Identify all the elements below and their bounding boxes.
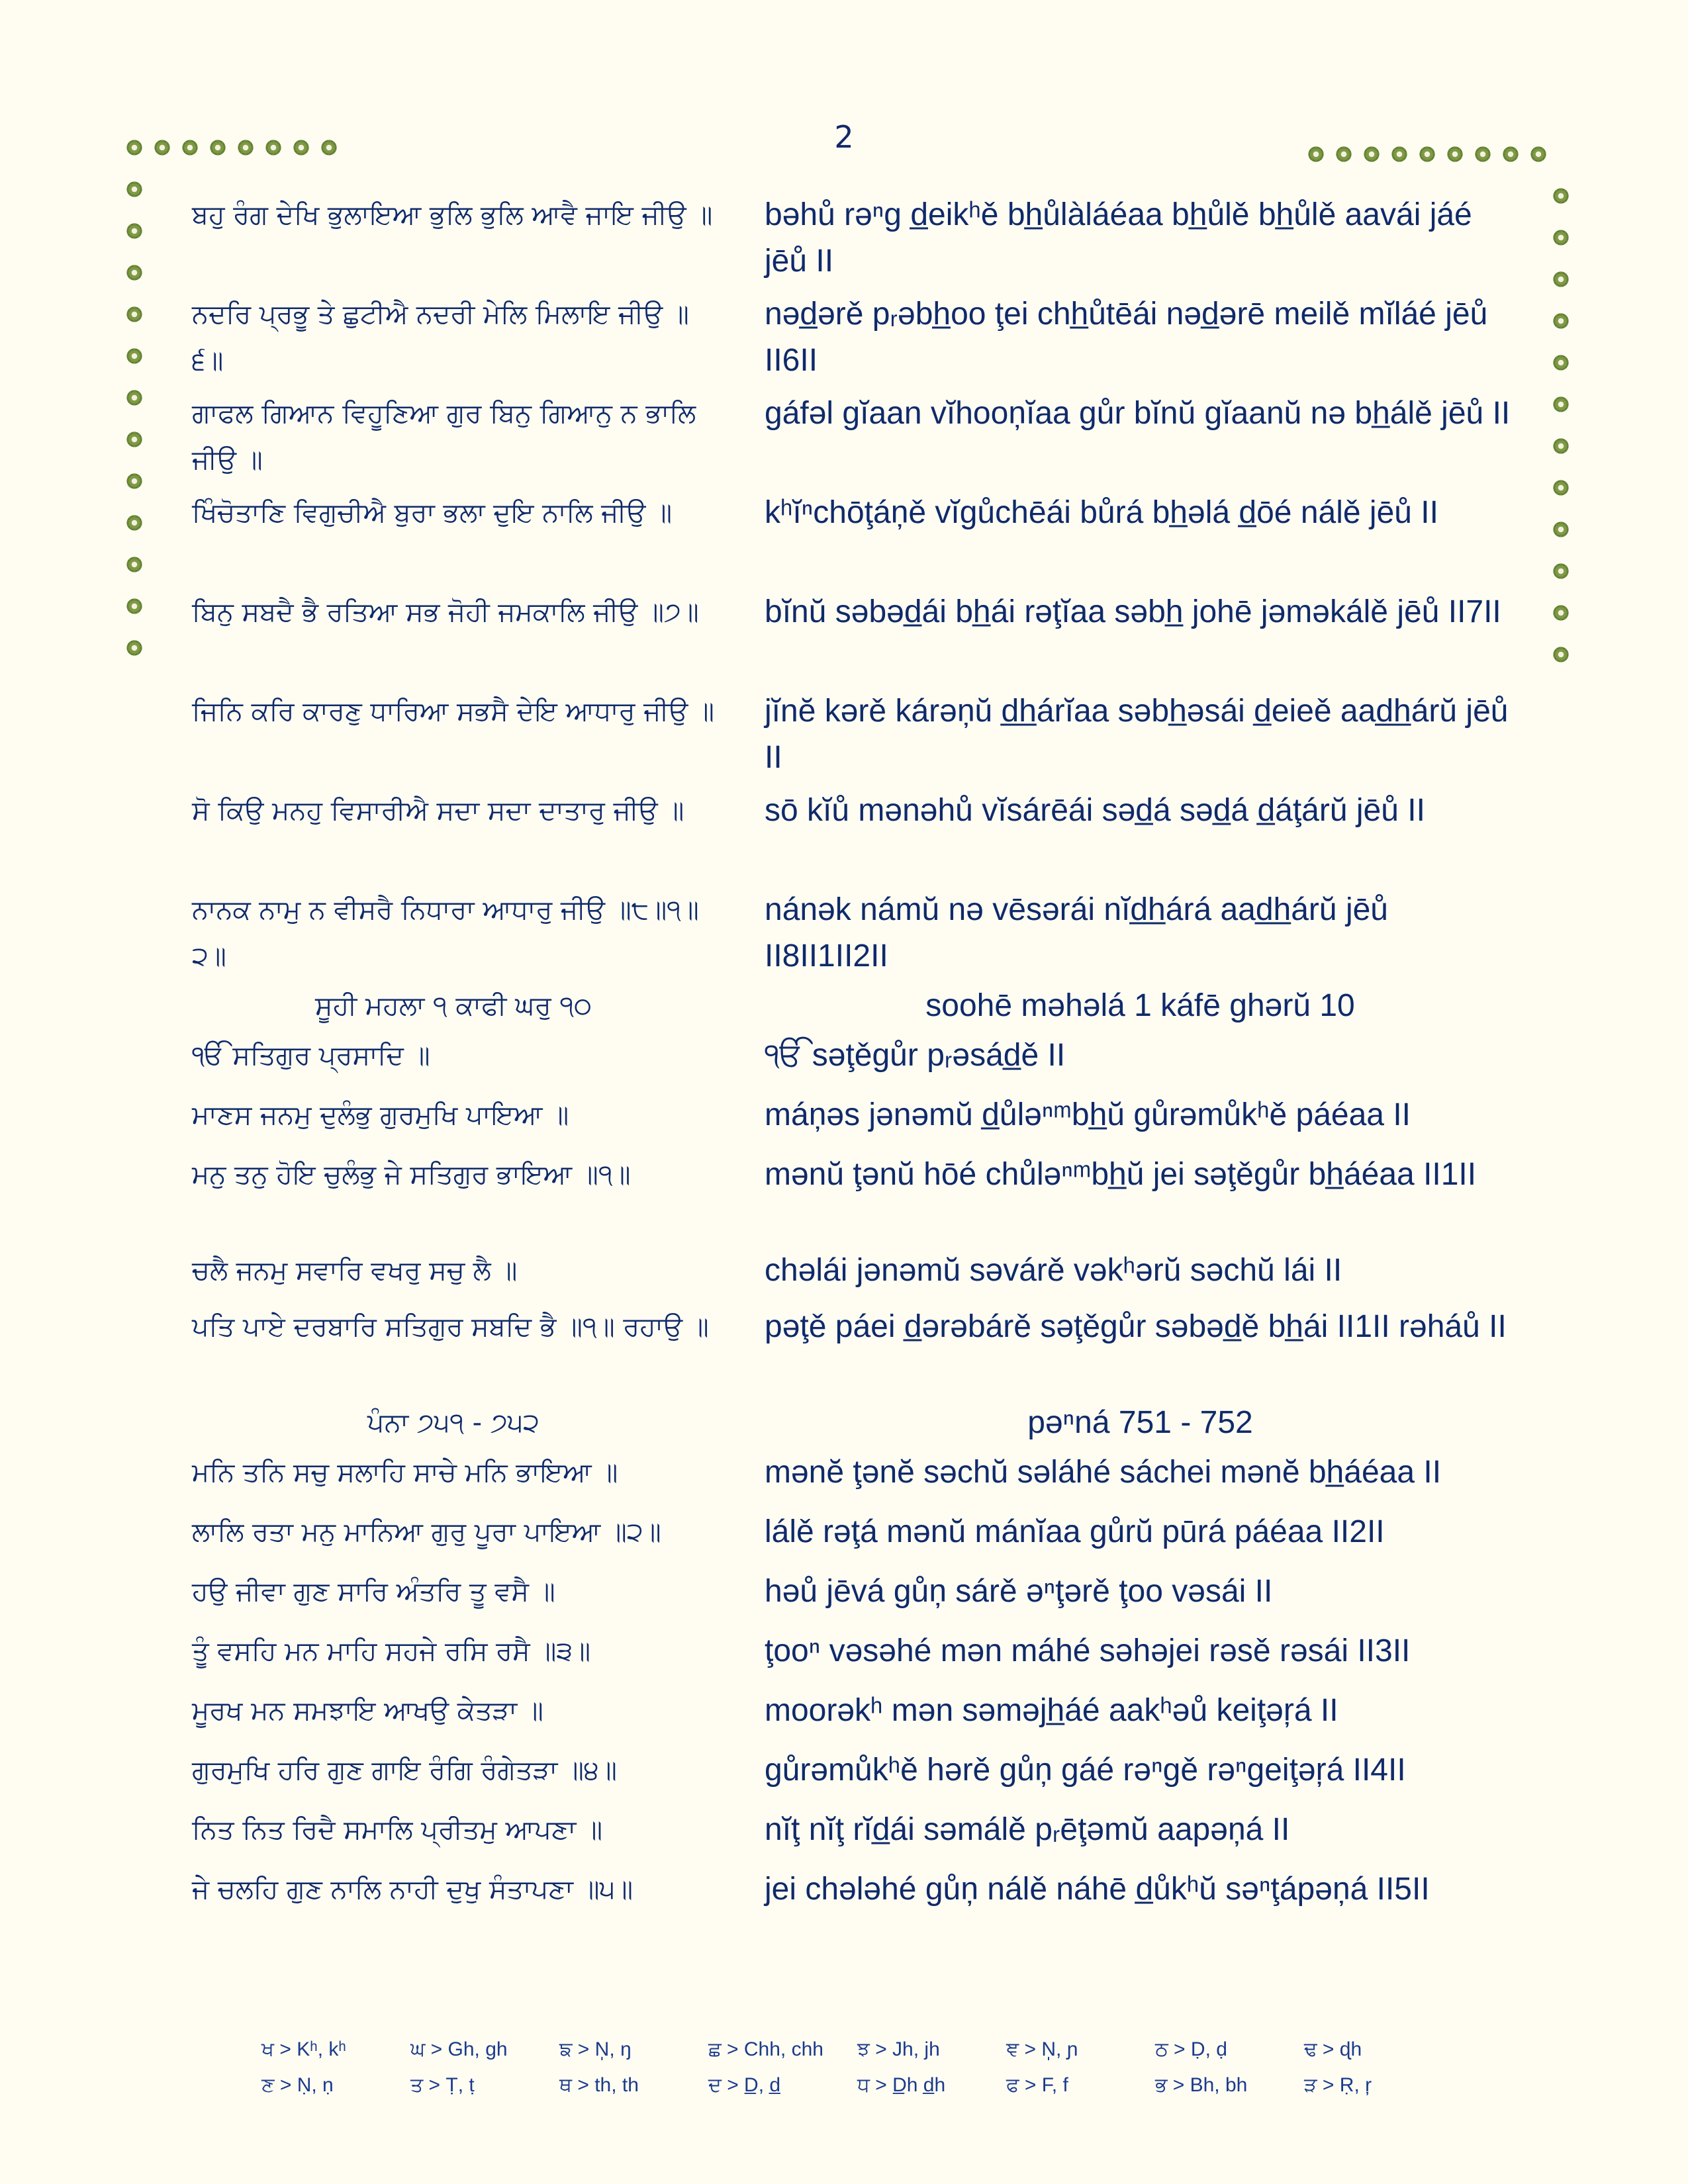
legend-item: ਤ > Ṭ, ṭ <box>410 2074 475 2096</box>
gurmukhi-line: ਖਿੰਚੋਤਾਣਿ ਵਿਗੁਚੀਐ ਬੁਰਾ ਭਲਾ ਦੁਇ ਨਾਲਿ ਜੀਉ ॥ <box>192 498 673 528</box>
transliteration-legend <box>261 2038 1453 2110</box>
flower-ornament <box>1552 229 1570 246</box>
mool-row <box>192 1032 1523 1092</box>
flower-ornament <box>293 139 310 156</box>
flower-ornament <box>320 139 338 156</box>
legend-item: ੜ > Ṛ, ŗ <box>1304 2074 1372 2096</box>
gurmukhi-line: ਨਦਰਿ ਪ੍ਰਭੂ ਤੇ ਛੁਟੀਐ ਨਦਰੀ ਮੇਲਿ ਮਿਲਾਇ ਜੀਉ ॥੬॥ <box>192 299 689 376</box>
flower-ornament <box>126 598 143 615</box>
verse-block-1 <box>192 192 1523 983</box>
flower-ornament <box>126 473 143 490</box>
legend-item: ਖ > Kʰ, kʰ <box>261 2038 346 2060</box>
legend-row <box>261 2074 1453 2110</box>
legend-row <box>261 2038 1453 2074</box>
legend-item: ਫ > F, f <box>1006 2074 1068 2096</box>
flower-ornament <box>1419 146 1436 163</box>
flower-ornament <box>126 306 143 323</box>
flower-ornament <box>126 264 143 281</box>
flower-ornament <box>1474 146 1491 163</box>
verse-row <box>192 490 1523 589</box>
flower-ornament <box>1552 479 1570 496</box>
verse-block-3 <box>192 1449 1523 1926</box>
gurmukhi-line: ਨਿਤ ਨਿਤ ਰਿਦੈ ਸਮਾਲਿ ਪ੍ਰੀਤਮੁ ਆਪਣਾ ॥ <box>192 1815 603 1845</box>
roman-line: ţooⁿ vəsəhé mən máhé səhəjei rəsě rəsái II3II <box>765 1633 1411 1668</box>
mool-roman: ੴ səţěgůr pᵣəsád̲ě II <box>765 1038 1066 1073</box>
flower-ornament <box>1446 146 1464 163</box>
flower-ornament <box>126 514 143 531</box>
legend-item: ਠ > Ḍ, ḍ <box>1155 2038 1227 2060</box>
flower-ornament <box>126 389 143 406</box>
verse-row <box>192 1449 1523 1509</box>
gurmukhi-line: ਗਾਫਲ ਗਿਆਨ ਵਿਹੂਣਿਆ ਗੁਰ ਬਿਨੁ ਗਿਆਨੁ ਨ ਭਾਲਿ ਜੀਉ ॥ <box>192 398 696 475</box>
flower-ornament <box>209 139 226 156</box>
verse-row <box>192 788 1523 887</box>
roman-line: gůrəmůkʰě hərě gůņ gáé rəⁿgě rəⁿgeiţəŗá II4II <box>765 1752 1406 1788</box>
verse-row <box>192 192 1523 291</box>
flower-ornament <box>181 139 199 156</box>
verse-row <box>192 887 1523 983</box>
legend-item: ਘ > Gh, gh <box>410 2038 508 2060</box>
legend-item: ਧ > D̲h d̲h <box>857 2074 946 2096</box>
gurmukhi-line: ਨਾਨਕ ਨਾਮੁ ਨ ਵੀਸਰੈ ਨਿਧਾਰਾ ਆਧਾਰੁ ਜੀਉ ॥੮॥੧॥੨॥ <box>192 895 699 972</box>
verse-row <box>192 1628 1523 1688</box>
verse-row <box>192 1509 1523 1569</box>
flower-ornament <box>1552 354 1570 371</box>
flower-ornament <box>126 139 143 156</box>
verse-row <box>192 1092 1523 1152</box>
flower-ornament <box>126 181 143 198</box>
roman-line: kʰĭⁿchōţáņě vĭgůchēái bůrá bh̲əlá d̲ōé nálě jēů II <box>765 495 1438 530</box>
legend-item: ਝ > Jh, jh <box>857 2038 940 2060</box>
roman-line: bĭnŭ səbəd̲ái bh̲ái rəţĭaa səbh̲ johē jəməkálě jēů II7II <box>765 594 1501 629</box>
legend-item: ਞ > N̩, ɲ <box>1006 2038 1078 2060</box>
roman-line: máņəs jənəmŭ d̲ůləⁿᵐbh̲ŭ gůrəmůkʰě páéaa II <box>765 1097 1411 1132</box>
roman-line: mənŭ ţənŭ hōé chůləⁿᵐbh̲ŭ jei səţěgůr bh̲áéaa II1II <box>765 1157 1477 1192</box>
gurmukhi-line: ਲਾਲਿ ਰਤਾ ਮਨੁ ਮਾਨਿਆ ਗੁਰੁ ਪੂਰਾ ਪਾਇਆ ॥੨॥ <box>192 1517 661 1547</box>
verse-row <box>192 1747 1523 1807</box>
roman-line: nánək námŭ nə vēsərái nĭd̲h̲árá aad̲h̲árŭ jēů II8II1II2II <box>765 892 1388 974</box>
flower-ornament <box>1552 396 1570 413</box>
flower-ornament <box>126 639 143 657</box>
flower-ornament <box>1552 187 1570 205</box>
heading-row <box>192 983 1523 1032</box>
roman-line: nəd̲ərě pᵣəbh̲oo ţei chh̲ůtēái nəd̲ərē meilě mĭláé jēů II6II <box>765 296 1488 378</box>
flower-ornament <box>1552 271 1570 288</box>
legend-item: ਭ > Bh, bh <box>1155 2074 1248 2096</box>
roman-line: sō kĭů mənəhů vĭsárēái səd̲á səd̲á d̲áţárŭ jēů II <box>765 793 1425 828</box>
flower-ornament <box>1552 312 1570 330</box>
flower-ornament <box>237 139 254 156</box>
gurmukhi-line: ਸੋ ਕਿਉ ਮਨਹੁ ਵਿਸਾਰੀਐ ਸਦਾ ਸਦਾ ਦਾਤਾਰੁ ਜੀਉ ॥ <box>192 796 684 826</box>
flower-ornament <box>1363 146 1380 163</box>
gurmukhi-line: ਬਹੁ ਰੰਗ ਦੇਖਿ ਭੁਲਾਇਆ ਭੁਲਿ ਭੁਲਿ ਆਵੈ ਜਾਇ ਜੀਉ ॥ <box>192 200 713 230</box>
gurmukhi-line: ਬਿਨੁ ਸਬਦੈ ਭੈ ਰਤਿਆ ਸਭ ਜੋਹੀ ਜਮਕਾਲਿ ਜੀਉ ॥੭॥ <box>192 597 699 627</box>
legend-item: ਥ > th, th <box>559 2074 639 2096</box>
flower-ornament <box>1552 437 1570 455</box>
flower-ornament <box>126 556 143 573</box>
roman-line: moorəkʰ mən səməjh̲áé aakʰəů keiţəŗá II <box>765 1693 1338 1728</box>
gurmukhi-line: ਜੇ ਚਲਹਿ ਗੁਣ ਨਾਲਿ ਨਾਹੀ ਦੁਖੁ ਸੰਤਾਪਣਾ ॥੫॥ <box>192 1874 633 1905</box>
flower-ornament <box>1530 146 1547 163</box>
verse-row <box>192 1866 1523 1926</box>
roman-line: gáfəl gĭaan vĭhooņĭaa gůr bĭnŭ gĭaanŭ nə bh̲álě jēů II <box>765 396 1511 431</box>
legend-item: ਢ > ɖh <box>1304 2038 1362 2060</box>
verse-row <box>192 1807 1523 1866</box>
gurmukhi-line: ਜਿਨਿ ਕਰਿ ਕਾਰਣੁ ਧਾਰਿਆ ਸਭਸੈ ਦੇਇ ਆਧਾਰੁ ਜੀਉ ॥ <box>192 696 714 727</box>
legend-item: ਛ > Chh, chh <box>708 2038 823 2060</box>
roman-line: nĭţ nĭţ rĭd̲ái səmálě pᵣēţəmŭ aapəņá II <box>765 1812 1290 1847</box>
flower-ornament <box>1552 646 1570 663</box>
gurmukhi-line: ਮਨੁ ਤਨੁ ਹੋਇ ਚੁਲੰਭੁ ਜੇ ਸਤਿਗੁਰ ਭਾਇਆ ॥੧॥ <box>192 1160 631 1190</box>
flower-ornament <box>154 139 171 156</box>
heading-gurmukhi: ਸੂਹੀ ਮਹਲਾ ੧ ਕਾਫੀ ਘਰੁ ੧੦ <box>315 991 592 1021</box>
roman-line: chəlái jənəmŭ səvárě vəkʰərŭ səchŭ lái II <box>765 1253 1342 1288</box>
verse-row <box>192 1569 1523 1628</box>
gurmukhi-line: ਗੁਰਮੁਖਿ ਹਰਿ ਗੁਣ ਗਾਇ ਰੰਗਿ ਰੰਗੇਤੜਾ ॥੪॥ <box>192 1755 617 1786</box>
roman-line: lálě rəţá mənŭ mánĭaa gůrŭ pūrá páéaa II2II <box>765 1514 1385 1549</box>
legend-item: ਣ > Ṇ, ṇ <box>261 2074 334 2096</box>
flower-ornament <box>1552 521 1570 538</box>
roman-line: jĭnĕ kərě kárəņŭ d̲h̲árĭaa səbh̲əsái d̲eieě aad̲h̲árŭ jēů II <box>765 694 1509 775</box>
page-ref-roman: pəⁿná 751 - 752 <box>1027 1405 1253 1440</box>
legend-item: ਙ > N̩, ŋ <box>559 2038 632 2060</box>
gurmukhi-line: ਪਤਿ ਪਾਏ ਦਰਬਾਰਿ ਸਤਿਗੁਰ ਸਬਦਿ ਭੈ ॥੧॥ ਰਹਾਉ ॥ <box>192 1312 709 1342</box>
verse-row <box>192 390 1523 490</box>
flower-ornament <box>1552 604 1570 621</box>
flower-ornament <box>126 222 143 240</box>
verse-row <box>192 589 1523 688</box>
verse-row <box>192 1688 1523 1747</box>
heading-roman: soohē məhəlá 1 káfē ghərŭ 10 <box>925 988 1355 1023</box>
verse-row <box>192 688 1523 788</box>
verse-block-2 <box>192 1092 1523 1400</box>
flower-ornament <box>1552 563 1570 580</box>
verse-row <box>192 291 1523 390</box>
legend-item: ਦ > D̲, d̲ <box>708 2074 781 2096</box>
gurmukhi-line: ਹਉ ਜੀਵਾ ਗੁਣ ਸਾਰਿ ਅੰਤਰਿ ਤੂ ਵਸੈ ॥ <box>192 1576 555 1607</box>
verse-row <box>192 1152 1523 1248</box>
flower-ornament <box>1307 146 1325 163</box>
flower-ornament <box>1502 146 1519 163</box>
page-number: 2 <box>834 119 854 155</box>
page-ref-gurmukhi: ਪੰਨਾ ੭੫੧ - ੭੫੨ <box>367 1408 540 1438</box>
flower-ornament <box>265 139 282 156</box>
roman-line: pəţě páei d̲ərəbárě səţěgůr səbəd̲ě bh̲ái II1II rəháů II <box>765 1309 1507 1344</box>
flower-ornament <box>126 431 143 448</box>
roman-line: həů jēvá gůņ sárě əⁿţərě ţoo vəsái II <box>765 1574 1273 1609</box>
gurmukhi-line: ਮੂਰਖ ਮਨ ਸਮਝਾਇ ਆਖਉ ਕੇਤੜਾ ॥ <box>192 1696 543 1726</box>
gurmukhi-line: ਮਨਿ ਤਨਿ ਸਚੁ ਸਲਾਹਿ ਸਾਚੇ ਮਨਿ ਭਾਇਆ ॥ <box>192 1457 618 1488</box>
gurmukhi-line: ਚਲੈ ਜਨਮੁ ਸਵਾਰਿ ਵਖਰੁ ਸਚੁ ਲੈ ॥ <box>192 1255 518 1286</box>
verse-row <box>192 1248 1523 1304</box>
page-ref-row <box>192 1400 1523 1449</box>
verse-columns <box>192 192 1523 1926</box>
mool-gurmukhi: ੴ ਸਤਿਗੁਰ ਪ੍ਰਸਾਦਿ ॥ <box>192 1040 430 1071</box>
verse-row <box>192 1304 1523 1400</box>
flower-ornament <box>1335 146 1352 163</box>
gurmukhi-line: ਤੂੰ ਵਸਹਿ ਮਨ ਮਾਹਿ ਸਹਜੇ ਰਸਿ ਰਸੈ ॥੩॥ <box>192 1636 591 1666</box>
gurmukhi-line: ਮਾਣਸ ਜਨਮੁ ਦੁਲੰਭੁ ਗੁਰਮੁਖਿ ਪਾਇਆ ॥ <box>192 1100 569 1130</box>
roman-line: mənĕ ţənĕ səchŭ səláhé sáchei mənĕ bh̲áéaa II <box>765 1455 1442 1490</box>
flower-ornament <box>1391 146 1408 163</box>
flower-ornament <box>126 347 143 365</box>
roman-line: bəhů rəⁿg d̲eikʰě bh̲ůlàláéaa bh̲ůlě bh̲ůlě aavái jáé jēů II <box>765 197 1472 279</box>
roman-line: jei chələhé gůņ nálě náhē d̲ůkʰŭ səⁿţápəņá II5II <box>765 1872 1430 1907</box>
